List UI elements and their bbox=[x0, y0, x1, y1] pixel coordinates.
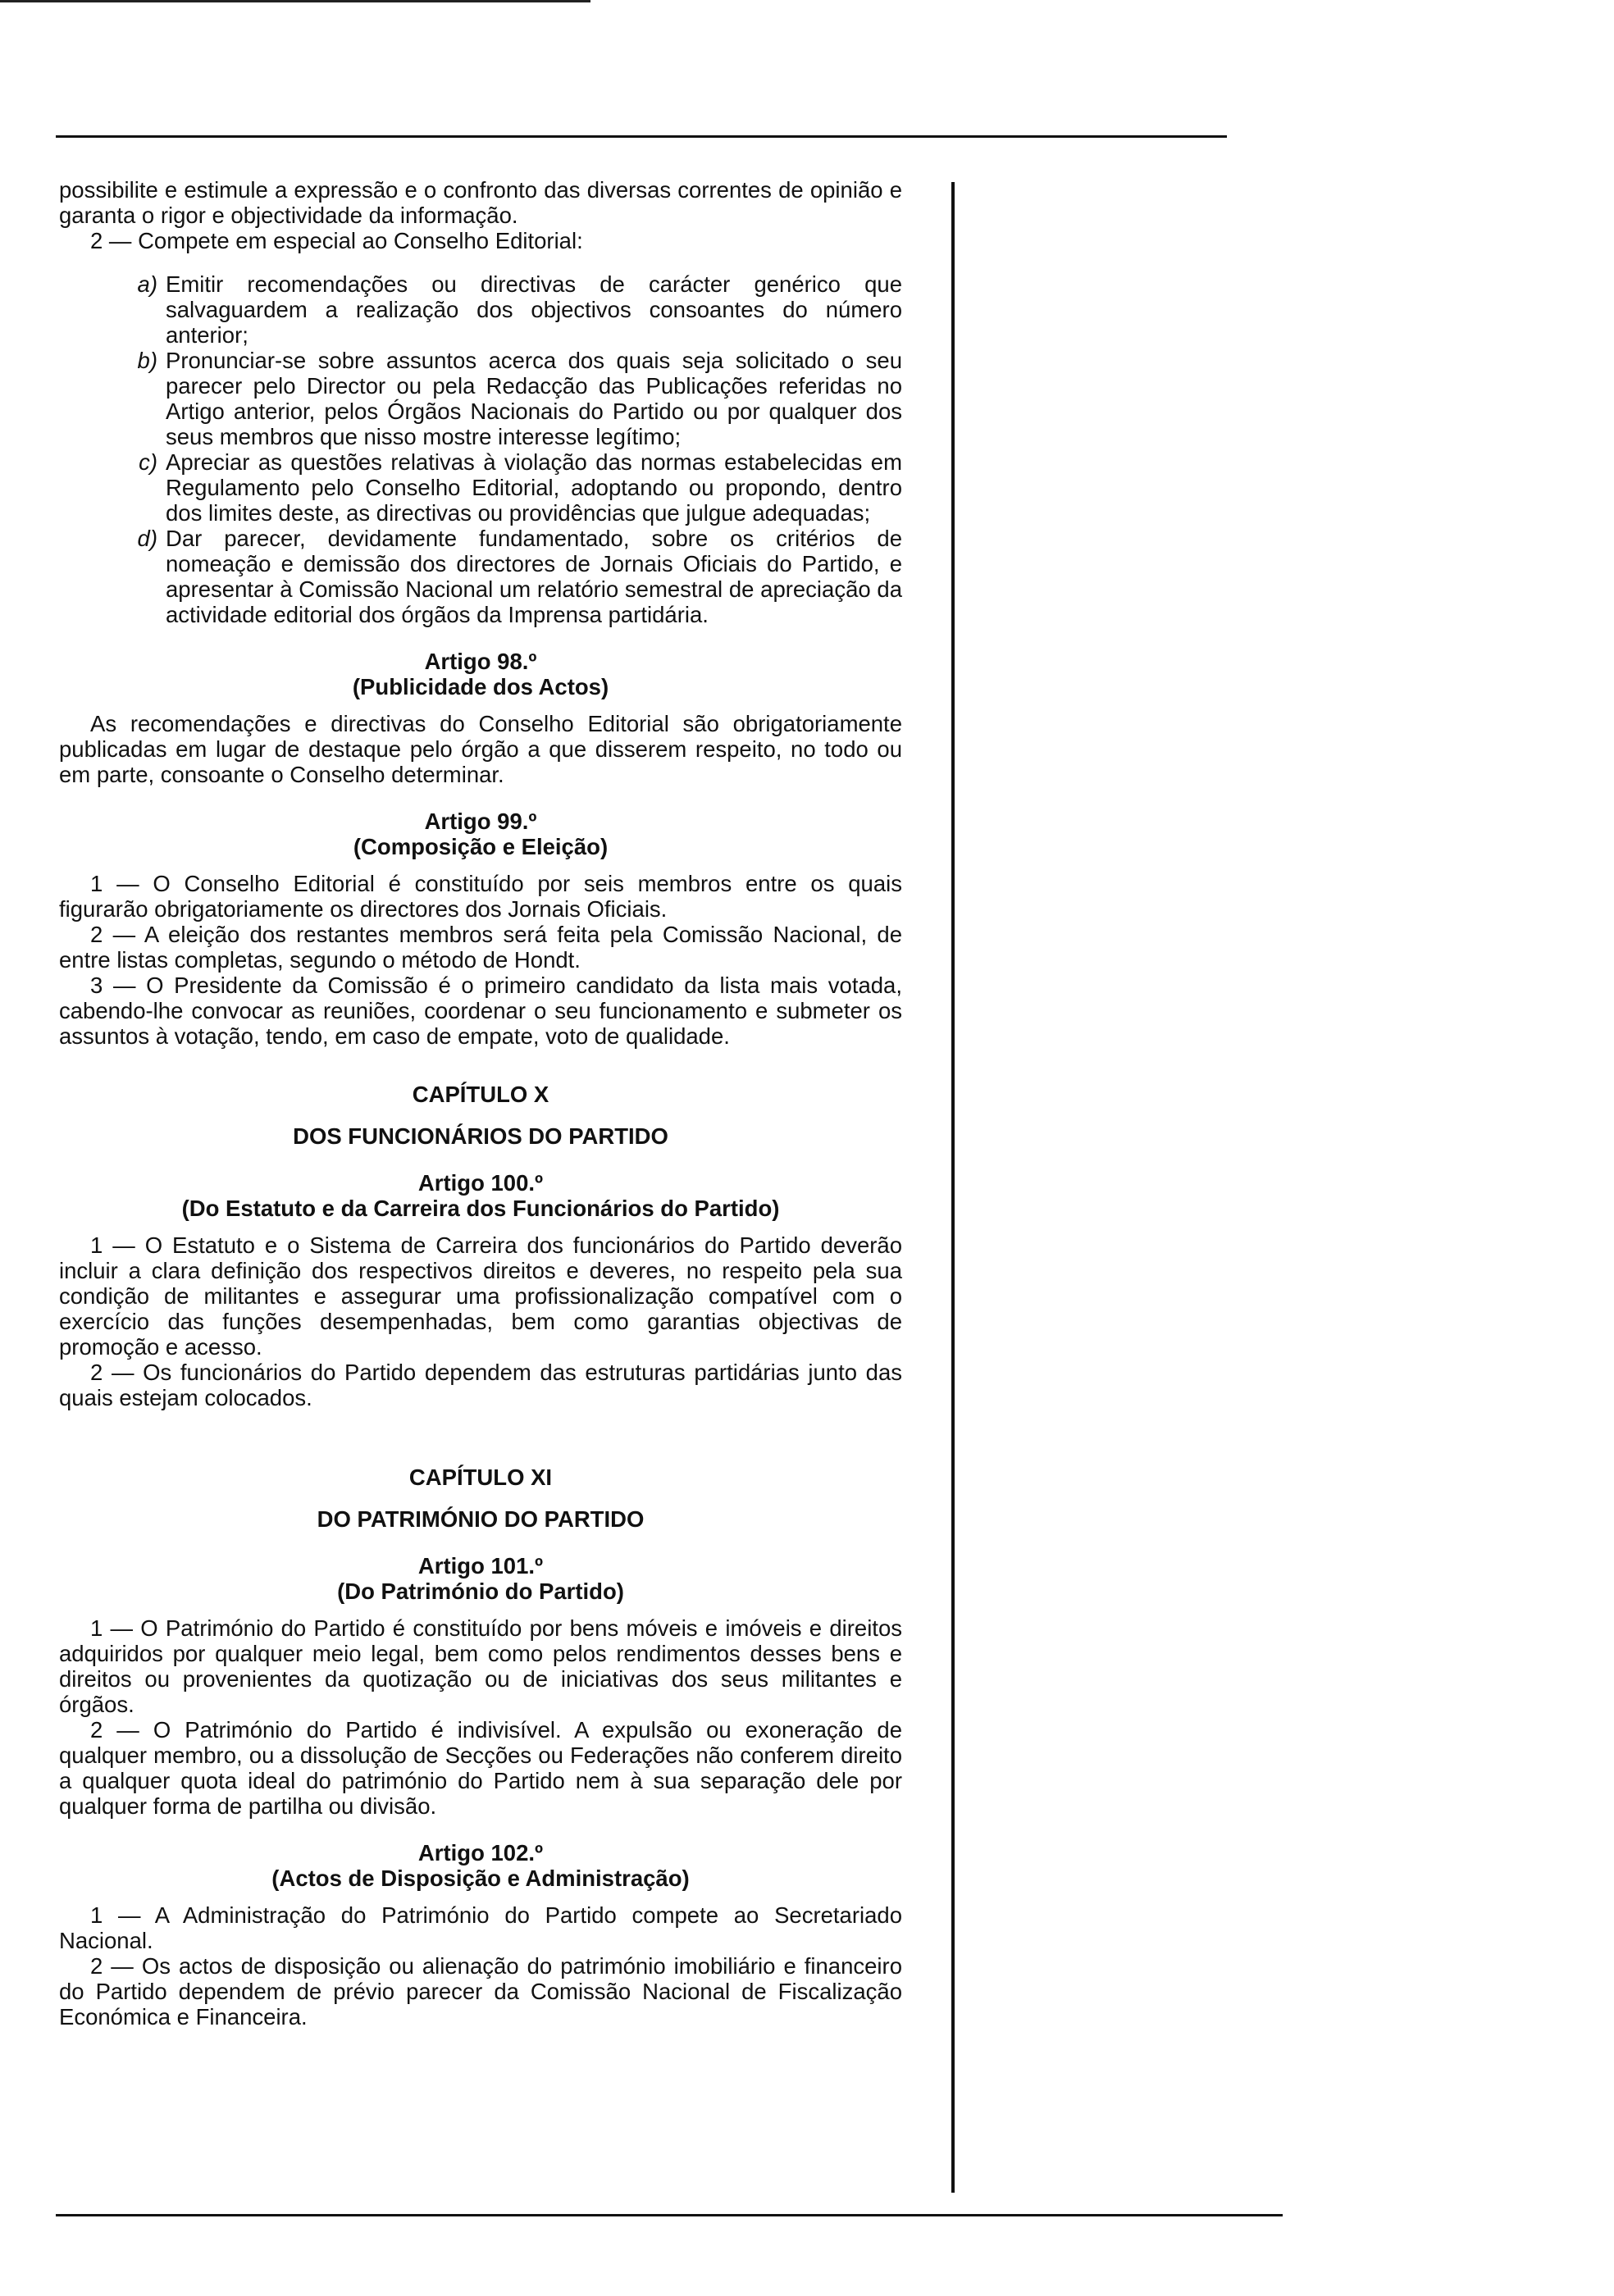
top-rule bbox=[56, 135, 1227, 138]
article-title: (Actos de Disposição e Administração) bbox=[271, 1866, 690, 1891]
article-number: Artigo 101.º bbox=[417, 1553, 544, 1578]
list-item: c) Apreciar as questões relativas à violação das normas estabelecidas em Regulamento pelo Conselho Editorial, adoptando ou propondo, dentro dos limites deste, as directivas ou providências que julgue adequadas; bbox=[139, 449, 902, 526]
article-heading bbox=[59, 1170, 902, 1221]
chapter-title: DOS FUNCIONÁRIOS DO PARTIDO bbox=[293, 1123, 668, 1149]
text-column bbox=[59, 177, 902, 2029]
item-list bbox=[59, 271, 902, 627]
paragraph: 1 — O Património do Partido é constituído por bens móveis e imóveis e direitos adquiridos por qualquer meio legal, bem como pelos rendimentos desses bens e direitos ou provenientes da quotização ou de iniciativas dos seus militantes e órgãos. bbox=[59, 1615, 902, 1717]
article-heading bbox=[59, 1840, 902, 1891]
article-heading bbox=[59, 1553, 902, 1604]
chapter-heading bbox=[59, 1465, 902, 1532]
paragraph: possibilite e estimule a expressão e o confronto das diversas correntes de opinião e garanta o rigor e objectividade da informação. bbox=[59, 177, 902, 228]
scan-edge-mark bbox=[0, 0, 590, 2]
article-number: Artigo 102.º bbox=[417, 1840, 544, 1866]
paragraph: As recomendações e directivas do Conselho Editorial são obrigatoriamente publicadas em lugar de destaque pelo órgão a que disserem respeito, no todo ou em parte, consoante o Conselho determinar. bbox=[59, 711, 902, 787]
paragraph: 2 — O Património do Partido é indivisível. A expulsão ou exoneração de qualquer membro, ou a dissolução de Secções ou Federações não conferem direito a qualquer quota ideal do património do Partido nem à sua separação dele por qualquer forma de partilha ou divisão. bbox=[59, 1717, 902, 1819]
paragraph: 2 — Os funcionários do Partido dependem das estruturas partidárias junto das quais estejam colocados. bbox=[59, 1360, 902, 1410]
article-number: Artigo 98.º bbox=[424, 649, 537, 674]
article-number: Artigo 100.º bbox=[417, 1170, 544, 1196]
article-title: (Do Estatuto e da Carreira dos Funcionários do Partido) bbox=[181, 1196, 780, 1221]
list-item: d) Dar parecer, devidamente fundamentado, sobre os critérios de nomeação e demissão dos directores de Jornais Oficiais do Partido, e apresentar à Comissão Nacional um relatório semestral de apreciação da actividade editorial dos órgãos da Imprensa partidária. bbox=[137, 526, 902, 627]
paragraph: 2 — Os actos de disposição ou alienação do património imobiliário e financeiro do Partido dependem de prévio parecer da Comissão Nacional de Fiscalização Económica e Financeira. bbox=[59, 1953, 902, 2029]
chapter-title: DO PATRIMÓNIO DO PARTIDO bbox=[317, 1506, 645, 1532]
chapter-label: CAPÍTULO X bbox=[412, 1082, 549, 1107]
article-title: (Do Património do Partido) bbox=[337, 1578, 624, 1604]
paragraph: 1 — O Estatuto e o Sistema de Carreira dos funcionários do Partido deverão incluir a clara definição dos respectivos direitos e deveres, no respeito pela sua condição de militantes e assegurar uma profissionalização compatível com o exercício das funções desempenhadas, bem como garantias objectivas de promoção e acesso. bbox=[59, 1232, 902, 1360]
paragraph: 2 — Compete em especial ao Conselho Editorial: bbox=[90, 228, 583, 253]
list-item: a) Emitir recomendações ou directivas de carácter genérico que salvaguardem a realização dos objectivos consoantes do número anterior; bbox=[137, 271, 902, 348]
article-title: (Publicidade dos Actos) bbox=[352, 674, 609, 699]
article-heading bbox=[59, 649, 902, 699]
chapter-heading bbox=[59, 1082, 902, 1149]
paragraph: 3 — O Presidente da Comissão é o primeiro candidato da lista mais votada, cabendo-lhe convocar as reuniões, coordenar o seu funcionamento e submeter os assuntos à votação, tendo, em caso de empate, voto de qualidade. bbox=[59, 973, 902, 1049]
chapter-label: CAPÍTULO XI bbox=[408, 1465, 553, 1490]
article-heading bbox=[59, 809, 902, 859]
list-item: b) Pronunciar-se sobre assuntos acerca dos quais seja solicitado o seu parecer pelo Director ou pela Redacção das Publicações referidas no Artigo anterior, pelos Órgãos Nacionais do Partido ou por qualquer dos seus membros que nisso mostre interesse legítimo; bbox=[137, 348, 902, 449]
article-title: (Composição e Eleição) bbox=[353, 834, 609, 859]
article-number: Artigo 99.º bbox=[424, 809, 537, 834]
paragraph: 1 — O Conselho Editorial é constituído por seis membros entre os quais figurarão obrigatoriamente os directores dos Jornais Oficiais. bbox=[59, 871, 902, 922]
bottom-rule bbox=[56, 2214, 1283, 2216]
column-rule bbox=[951, 182, 955, 2193]
paragraph: 1 — A Administração do Património do Partido compete ao Secretariado Nacional. bbox=[59, 1902, 902, 1953]
paragraph: 2 — A eleição dos restantes membros será feita pela Comissão Nacional, de entre listas completas, segundo o método de Hondt. bbox=[59, 922, 902, 973]
